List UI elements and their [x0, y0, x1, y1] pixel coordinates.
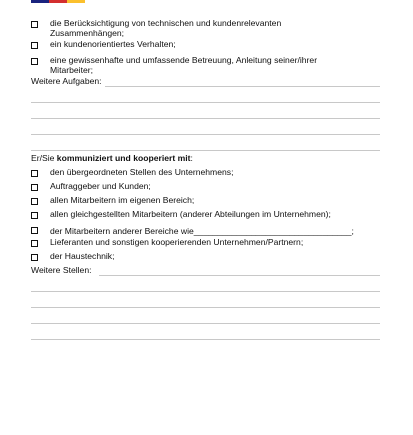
logo-segment-yellow [67, 0, 85, 3]
fill-in-line[interactable] [31, 339, 380, 340]
contact-item-text: allen gleichgestellten Mitarbeitern (anderer Abteilungen im Unternehmen); [50, 209, 331, 219]
fill-in-line[interactable] [31, 307, 380, 308]
fill-in-line[interactable] [31, 118, 380, 119]
fill-in-line[interactable] [31, 150, 380, 151]
fill-in-line[interactable] [99, 275, 380, 276]
other-contacts-label: Weitere Stellen: [31, 265, 92, 275]
checkbox[interactable] [31, 184, 38, 191]
contact-item-text: Auftraggeber und Kunden; [50, 181, 151, 191]
checkbox[interactable] [31, 227, 38, 234]
checkbox[interactable] [31, 198, 38, 205]
fill-in-line[interactable] [31, 323, 380, 324]
logo-segment-red [49, 0, 67, 3]
task-item-text-cont: Mitarbeiter; [50, 65, 93, 75]
checkbox[interactable] [31, 58, 38, 65]
heading-bold: kommuniziert und kooperiert mit [56, 153, 191, 163]
checkbox[interactable] [31, 212, 38, 219]
fill-in-line[interactable] [31, 102, 380, 103]
checkbox[interactable] [31, 21, 38, 28]
checkbox[interactable] [31, 240, 38, 247]
checkbox[interactable] [31, 254, 38, 261]
heading-suffix: : [190, 153, 193, 163]
task-item-text-cont: Zusammenhängen; [50, 28, 125, 38]
section-heading [31, 153, 193, 164]
task-item-text: eine gewissenhafte und umfassende Betreuung, Anleitung seiner/ihrer [50, 55, 318, 65]
logo-segment-blue [31, 0, 49, 3]
fill-in-line[interactable] [31, 291, 380, 292]
logo-color-bar [31, 0, 85, 3]
fill-in-line[interactable] [105, 86, 380, 87]
other-tasks-label: Weitere Aufgaben: [31, 76, 102, 86]
checkbox[interactable] [31, 170, 38, 177]
heading-prefix: Er/Sie [31, 153, 57, 163]
task-item-text: ein kundenorientiertes Verhalten; [50, 39, 176, 49]
task-item-text: die Berücksichtigung von technischen und kundenrelevanten [50, 18, 282, 28]
contact-item-text: den übergeordneten Stellen des Unternehmens; [50, 167, 234, 177]
fill-in-line[interactable] [31, 134, 380, 135]
checkbox[interactable] [31, 42, 38, 49]
contact-item-text: Lieferanten und sonstigen kooperierenden Unternehmen/Partnern; [50, 237, 304, 247]
contact-item-text: allen Mitarbeitern im eigenen Bereich; [50, 195, 195, 205]
contact-item-text: der Haustechnik; [50, 251, 115, 261]
contact-item-text: der Mitarbeitern anderer Bereiche wie_________________________________; [50, 226, 354, 236]
